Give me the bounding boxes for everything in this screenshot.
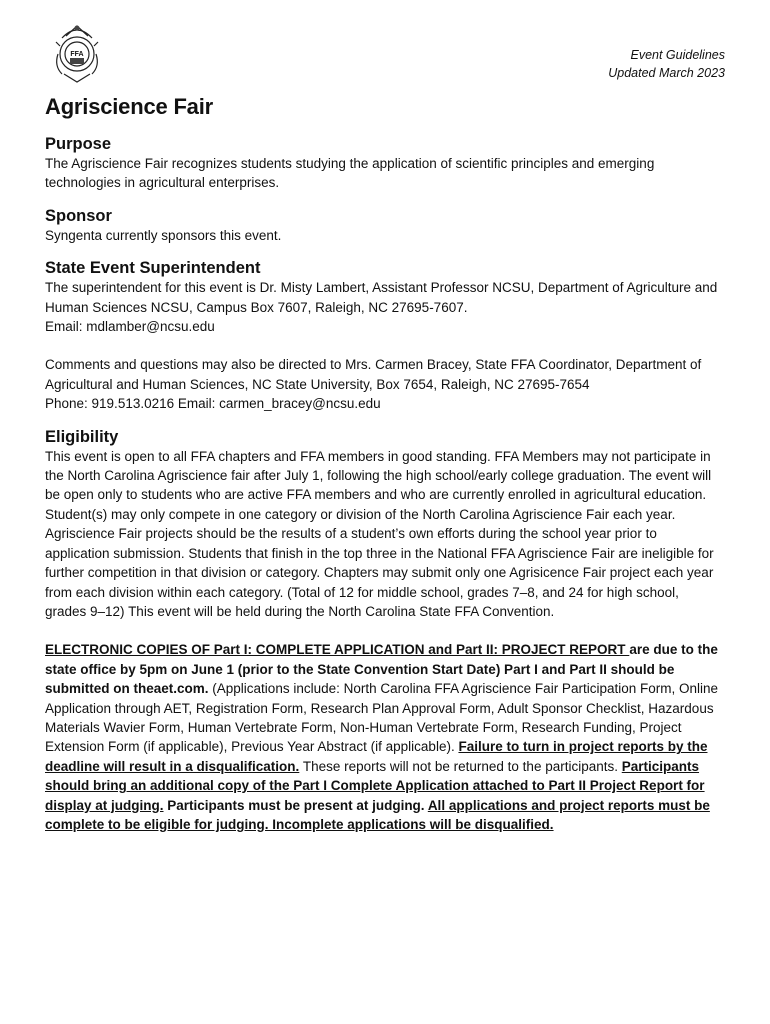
submission-additional-copy: Participants should bring an additional copy of the Part I Complete Application attached to Part II Project Report for display at judging. bbox=[45, 758, 705, 813]
sponsor-heading: Sponsor bbox=[45, 206, 112, 225]
superintendent-text: The superintendent for this event is Dr. Misty Lambert, Assistant Professor NCSU, Department of Agriculture and Human Sciences NCSU, Campus Box 7607, Raleigh, NC 27695-7607. bbox=[45, 280, 718, 315]
submission-paragraph bbox=[45, 640, 721, 834]
superintendent-email: Email: mdlamber@ncsu.edu bbox=[45, 319, 215, 335]
header-guidelines: Event Guidelines bbox=[630, 48, 725, 62]
ffa-emblem-logo bbox=[50, 16, 104, 86]
superintendent-heading: State Event Superintendent bbox=[45, 259, 261, 278]
submission-completeness-rule: All applications and project reports must be complete to be eligible for judging. Incomplete applications will be disqualified. bbox=[45, 797, 710, 832]
svg-text:FFA: FFA bbox=[70, 51, 84, 58]
submission-electronic-copies: ELECTRONIC COPIES OF Part I: COMPLETE APPLICATION and Part II: PROJECT REPORT bbox=[45, 642, 630, 658]
page-title: Agriscience Fair bbox=[45, 94, 213, 119]
submission-applications-list: (Applications include: North Carolina FFA Agriscience Fair Participation Form, Online Application through AET, Registration Form, Research Plan Approval Form, Adult Sponsor Checklist, Hazardous Materials Wavier Form, Human Vertebrate Form, Non-Human Vertebrate Form, Research Funding, Project Extension Form (if applicable), Previous Year Abstract (if applicable). bbox=[45, 681, 718, 755]
eligibility-text: This event is open to all FFA chapters and FFA members in good standing. FFA Members may not participate in the North Carolina Agriscience fair after July 1, following the high school/early college graduation. The event will be open only to students who are active FFA members and who are currently enrolled in agricultural education. Student(s) may only compete in one category or division of the North Carolina Agriscience Fair each year. Agriscience Fair projects should be the results of a student’s own efforts during the school year prior to application submission. Students that finish in the top three in the National FFA Agriscience Fair are ineligible for further competition in that division or category. Chapters may submit only one Agrisicence Fair project each year from each division within each category. (Total of 12 for middle school, grades 7–8, and 24 for high school, grades 9–12) This event will be held during the North Carolina State FFA Convention. bbox=[45, 448, 714, 619]
purpose-text: The Agriscience Fair recognizes students studying the application of scientific principles and emerging technologies in agricultural enterprises. bbox=[45, 156, 655, 191]
coordinator-text: Comments and questions may also be directed to Mrs. Carmen Bracey, State FFA Coordinator, Department of Agricultural and Human Sciences, NC State University, Box 7654, Raleigh, NC 27695-7654 bbox=[45, 357, 702, 392]
eligibility-heading: Eligibility bbox=[45, 427, 119, 446]
submission-presence-required: Participants must be present at judging. bbox=[163, 797, 428, 813]
document-header bbox=[608, 47, 725, 82]
submission-disqualification-warning: Failure to turn in project reports by the deadline will result in a disqualification. bbox=[45, 739, 708, 774]
sponsor-text: Syngenta currently sponsors this event. bbox=[45, 227, 282, 243]
header-updated-date: Updated March 2023 bbox=[608, 65, 725, 80]
coordinator-contact: Phone: 919.513.0216 Email: carmen_bracey@ncsu.edu bbox=[45, 396, 381, 412]
submission-not-returned: These reports will not be returned to the participants. bbox=[299, 758, 622, 774]
purpose-heading: Purpose bbox=[45, 135, 112, 153]
document-body bbox=[45, 92, 721, 834]
submission-due-date: are due to the state office by 5pm on June 1 (prior to the State Convention Start Date) Part I and Part II should be submitted on theaet.com. bbox=[45, 642, 718, 697]
